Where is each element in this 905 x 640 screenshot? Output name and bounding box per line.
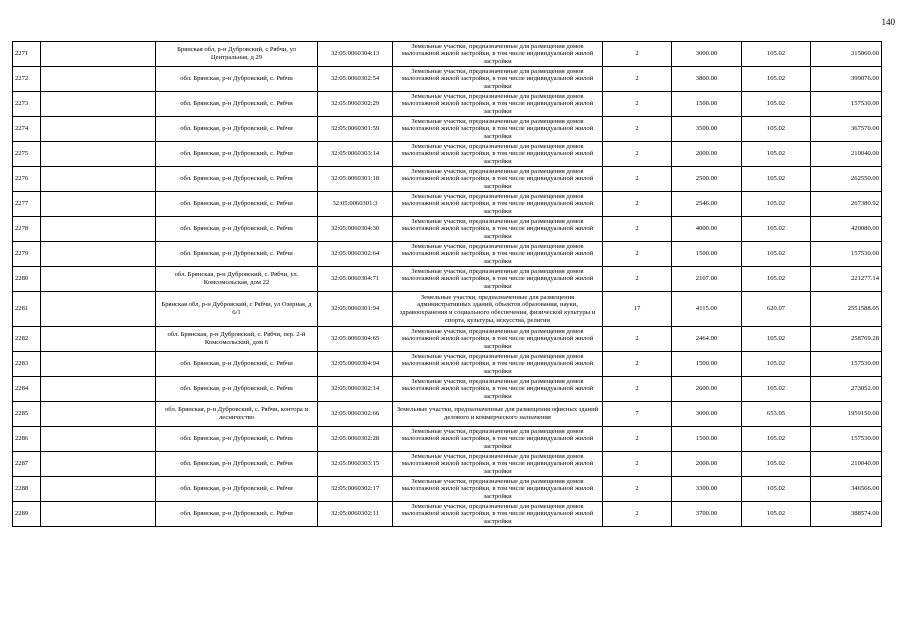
empty-cell	[41, 92, 156, 117]
row-number: 2284	[13, 377, 41, 402]
area-cell: 3700.00	[672, 502, 742, 527]
empty-cell	[41, 142, 156, 167]
permitted-use-cell: Земельные участки, предназначенные для размещения домов малоэтажной жилой застройки, в том числе индивидуальной жилой застройки	[393, 452, 603, 477]
address-cell: Брянская обл, р-н Дубровский, с Рябчи, ул Центральная, д 29	[156, 42, 318, 67]
specific-value-cell: 105.02	[742, 167, 811, 192]
area-cell: 1500.00	[672, 352, 742, 377]
empty-cell	[41, 42, 156, 67]
specific-value-cell: 653.05	[742, 402, 811, 427]
row-number: 2289	[13, 502, 41, 527]
empty-cell	[41, 192, 156, 217]
table-row	[13, 427, 882, 452]
cadastral-value-cell: 1959150.00	[811, 402, 882, 427]
specific-value-cell: 105.02	[742, 117, 811, 142]
use-group-cell: 2	[603, 502, 672, 527]
area-cell: 1500.00	[672, 427, 742, 452]
use-group-cell: 2	[603, 192, 672, 217]
empty-cell	[41, 352, 156, 377]
empty-cell	[41, 292, 156, 327]
cadastral-number-cell: 32:05:0060302:66	[318, 402, 393, 427]
cadastral-value-cell: 267380.92	[811, 192, 882, 217]
permitted-use-cell: Земельные участки, предназначенные для размещения домов малоэтажной жилой застройки, в том числе индивидуальной жилой застройки	[393, 502, 603, 527]
permitted-use-cell: Земельные участки, предназначенные для размещения домов малоэтажной жилой застройки, в том числе индивидуальной жилой застройки	[393, 42, 603, 67]
area-cell: 3800.00	[672, 67, 742, 92]
permitted-use-cell: Земельные участки, предназначенные для размещения административных зданий, объектов образования, науки, здравоохранения и социального обеспечения, физической культуры и спорта, культуры, искусства, религии	[393, 292, 603, 327]
cadastral-value-cell: 210040.00	[811, 142, 882, 167]
cadastral-value-cell: 157530.00	[811, 242, 882, 267]
cadastral-number-cell: 32:05:0060304:94	[318, 352, 393, 377]
table-row	[13, 267, 882, 292]
use-group-cell: 17	[603, 292, 672, 327]
table-row	[13, 42, 882, 67]
address-cell: обл. Брянская, р-н Дубровский, с. Рябчи	[156, 242, 318, 267]
empty-cell	[41, 267, 156, 292]
row-number: 2280	[13, 267, 41, 292]
permitted-use-cell: Земельные участки, предназначенные для размещения домов малоэтажной жилой застройки, в том числе индивидуальной жилой застройки	[393, 67, 603, 92]
specific-value-cell: 105.02	[742, 267, 811, 292]
cadastral-number-cell: 32:05:0060301:59	[318, 117, 393, 142]
address-cell: обл. Брянская, р-н Дубровский, с. Рябчи	[156, 167, 318, 192]
use-group-cell: 2	[603, 427, 672, 452]
empty-cell	[41, 377, 156, 402]
specific-value-cell: 105.02	[742, 352, 811, 377]
table-row	[13, 327, 882, 352]
empty-cell	[41, 502, 156, 527]
area-cell: 2000.00	[672, 142, 742, 167]
cadastral-number-cell: 32:05:0060302:64	[318, 242, 393, 267]
cadastral-value-cell: 258769.28	[811, 327, 882, 352]
address-cell: обл. Брянская, р-н Дубровский, с. Рябчи	[156, 217, 318, 242]
permitted-use-cell: Земельные участки, предназначенные для размещения домов малоэтажной жилой застройки, в том числе индивидуальной жилой застройки	[393, 267, 603, 292]
table-row	[13, 352, 882, 377]
area-cell: 2600.00	[672, 377, 742, 402]
land-plot-table	[12, 41, 882, 527]
table-row	[13, 217, 882, 242]
permitted-use-cell: Земельные участки, предназначенные для размещения домов малоэтажной жилой застройки, в том числе индивидуальной жилой застройки	[393, 352, 603, 377]
empty-cell	[41, 327, 156, 352]
cadastral-number-cell: 32:05:0060301:94	[318, 292, 393, 327]
use-group-cell: 2	[603, 377, 672, 402]
use-group-cell: 7	[603, 402, 672, 427]
area-cell: 1500.00	[672, 92, 742, 117]
table-row	[13, 192, 882, 217]
area-cell: 4000.00	[672, 217, 742, 242]
address-cell: обл. Брянская, р-н Дубровский, с. Рябчи, ул. Комсомольская, дом 22	[156, 267, 318, 292]
use-group-cell: 2	[603, 352, 672, 377]
use-group-cell: 2	[603, 142, 672, 167]
table-row	[13, 292, 882, 327]
row-number: 2272	[13, 67, 41, 92]
table-row	[13, 502, 882, 527]
table-row	[13, 242, 882, 267]
area-cell: 3000.00	[672, 402, 742, 427]
use-group-cell: 2	[603, 167, 672, 192]
specific-value-cell: 105.02	[742, 477, 811, 502]
permitted-use-cell: Земельные участки, предназначенные для размещения домов малоэтажной жилой застройки, в том числе индивидуальной жилой застройки	[393, 242, 603, 267]
row-number: 2281	[13, 292, 41, 327]
row-number: 2282	[13, 327, 41, 352]
use-group-cell: 2	[603, 242, 672, 267]
permitted-use-cell: Земельные участки, предназначенные для размещения домов малоэтажной жилой застройки, в том числе индивидуальной жилой застройки	[393, 377, 603, 402]
row-number: 2271	[13, 42, 41, 67]
cadastral-number-cell: 32:05:0060301:18	[318, 167, 393, 192]
specific-value-cell: 105.02	[742, 242, 811, 267]
use-group-cell: 2	[603, 117, 672, 142]
address-cell: обл. Брянская, р-н Дубровский, с. Рябчи, пер. 2-й Комсомольский, дом 6	[156, 327, 318, 352]
table-row	[13, 117, 882, 142]
cadastral-number-cell: 32:05:0060302:54	[318, 67, 393, 92]
cadastral-value-cell: 157530.00	[811, 92, 882, 117]
table-row	[13, 377, 882, 402]
empty-cell	[41, 477, 156, 502]
cadastral-value-cell: 388574.00	[811, 502, 882, 527]
permitted-use-cell: Земельные участки, предназначенные для размещения домов малоэтажной жилой застройки, в том числе индивидуальной жилой застройки	[393, 142, 603, 167]
address-cell: обл. Брянская, р-н Дубровский, с. Рябчи	[156, 117, 318, 142]
specific-value-cell: 105.02	[742, 427, 811, 452]
row-number: 2283	[13, 352, 41, 377]
permitted-use-cell: Земельные участки, предназначенные для размещения офисных зданий делового и коммерческого назначения	[393, 402, 603, 427]
row-number: 2288	[13, 477, 41, 502]
specific-value-cell: 105.02	[742, 142, 811, 167]
address-cell: обл. Брянская, р-н Дубровский, с. Рябчи	[156, 377, 318, 402]
cadastral-number-cell: 32:05:0060304:71	[318, 267, 393, 292]
specific-value-cell: 105.02	[742, 92, 811, 117]
address-cell: обл. Брянская, р-н Дубровский, с. Рябчи	[156, 92, 318, 117]
specific-value-cell: 105.02	[742, 67, 811, 92]
cadastral-number-cell: 32:05:0060302:17	[318, 477, 393, 502]
row-number: 2279	[13, 242, 41, 267]
table-row	[13, 452, 882, 477]
row-number: 2273	[13, 92, 41, 117]
address-cell: обл. Брянская, р-н Дубровский, с. Рябчи, контора и лесничество	[156, 402, 318, 427]
empty-cell	[41, 242, 156, 267]
specific-value-cell: 105.02	[742, 42, 811, 67]
table-row	[13, 167, 882, 192]
cadastral-number-cell: 32:05:0060304:65	[318, 327, 393, 352]
empty-cell	[41, 217, 156, 242]
use-group-cell: 2	[603, 327, 672, 352]
area-cell: 3300.00	[672, 477, 742, 502]
row-number: 2274	[13, 117, 41, 142]
row-number: 2287	[13, 452, 41, 477]
address-cell: обл. Брянская, р-н Дубровский, с. Рябчи	[156, 192, 318, 217]
table-row	[13, 142, 882, 167]
area-cell: 1500.00	[672, 242, 742, 267]
area-cell: 3500.00	[672, 117, 742, 142]
permitted-use-cell: Земельные участки, предназначенные для размещения домов малоэтажной жилой застройки, в том числе индивидуальной жилой застройки	[393, 327, 603, 352]
address-cell: обл. Брянская, р-н Дубровский, с. Рябчи	[156, 67, 318, 92]
cadastral-value-cell: 221277.14	[811, 267, 882, 292]
row-number: 2277	[13, 192, 41, 217]
permitted-use-cell: Земельные участки, предназначенные для размещения домов малоэтажной жилой застройки, в том числе индивидуальной жилой застройки	[393, 217, 603, 242]
address-cell: обл. Брянская, р-н Дубровский, с. Рябчи	[156, 452, 318, 477]
cadastral-number-cell: 32:05:0060302:28	[318, 427, 393, 452]
page-number: 140	[881, 17, 895, 27]
use-group-cell: 2	[603, 267, 672, 292]
specific-value-cell: 105.02	[742, 452, 811, 477]
empty-cell	[41, 452, 156, 477]
cadastral-number-cell: 32:05:0060304:13	[318, 42, 393, 67]
permitted-use-cell: Земельные участки, предназначенные для размещения домов малоэтажной жилой застройки, в том числе индивидуальной жилой застройки	[393, 477, 603, 502]
table-row	[13, 477, 882, 502]
specific-value-cell: 105.02	[742, 502, 811, 527]
cadastral-value-cell: 346566.00	[811, 477, 882, 502]
row-number: 2278	[13, 217, 41, 242]
cadastral-value-cell: 315060.00	[811, 42, 882, 67]
use-group-cell: 2	[603, 217, 672, 242]
cadastral-number-cell: 32:05:0060302:29	[318, 92, 393, 117]
address-cell: обл. Брянская, р-н Дубровский, с. Рябчи	[156, 502, 318, 527]
cadastral-value-cell: 210040.00	[811, 452, 882, 477]
cadastral-value-cell: 157530.00	[811, 427, 882, 452]
empty-cell	[41, 427, 156, 452]
empty-cell	[41, 67, 156, 92]
permitted-use-cell: Земельные участки, предназначенные для размещения домов малоэтажной жилой застройки, в том числе индивидуальной жилой застройки	[393, 427, 603, 452]
specific-value-cell: 105.02	[742, 192, 811, 217]
table-row	[13, 402, 882, 427]
row-number: 2286	[13, 427, 41, 452]
cadastral-value-cell: 367570.00	[811, 117, 882, 142]
use-group-cell: 2	[603, 477, 672, 502]
cadastral-value-cell: 157530.00	[811, 352, 882, 377]
area-cell: 2464.00	[672, 327, 742, 352]
area-cell: 2000.00	[672, 452, 742, 477]
cadastral-value-cell: 2551588.05	[811, 292, 882, 327]
row-number: 2285	[13, 402, 41, 427]
table-row	[13, 67, 882, 92]
address-cell: обл. Брянская, р-н Дубровский, с. Рябчи	[156, 142, 318, 167]
cadastral-number-cell: 32:05:0060303:14	[318, 142, 393, 167]
cadastral-number-cell: 32:05:0060301:3	[318, 192, 393, 217]
area-cell: 4115.00	[672, 292, 742, 327]
row-number: 2276	[13, 167, 41, 192]
cadastral-value-cell: 399076.00	[811, 67, 882, 92]
area-cell: 3000.00	[672, 42, 742, 67]
cadastral-number-cell: 32:05:0060302:11	[318, 502, 393, 527]
use-group-cell: 2	[603, 92, 672, 117]
cadastral-value-cell: 420080.00	[811, 217, 882, 242]
specific-value-cell: 105.02	[742, 217, 811, 242]
cadastral-value-cell: 273052.00	[811, 377, 882, 402]
permitted-use-cell: Земельные участки, предназначенные для размещения домов малоэтажной жилой застройки, в том числе индивидуальной жилой застройки	[393, 167, 603, 192]
area-cell: 2500.00	[672, 167, 742, 192]
permitted-use-cell: Земельные участки, предназначенные для размещения домов малоэтажной жилой застройки, в том числе индивидуальной жилой застройки	[393, 117, 603, 142]
permitted-use-cell: Земельные участки, предназначенные для размещения домов малоэтажной жилой застройки, в том числе индивидуальной жилой застройки	[393, 92, 603, 117]
use-group-cell: 2	[603, 67, 672, 92]
empty-cell	[41, 402, 156, 427]
cadastral-value-cell: 262550.00	[811, 167, 882, 192]
area-cell: 2107.00	[672, 267, 742, 292]
use-group-cell: 2	[603, 42, 672, 67]
address-cell: Брянская обл, р-н Дубровский, с Рябчи, ул Озерная, д 6/1	[156, 292, 318, 327]
specific-value-cell: 105.02	[742, 327, 811, 352]
specific-value-cell: 620.07	[742, 292, 811, 327]
specific-value-cell: 105.02	[742, 377, 811, 402]
table-row	[13, 92, 882, 117]
address-cell: обл. Брянская, р-н Дубровский, с. Рябчи	[156, 427, 318, 452]
area-cell: 2546.00	[672, 192, 742, 217]
address-cell: обл. Брянская, р-н Дубровский, с. Рябчи	[156, 352, 318, 377]
use-group-cell: 2	[603, 452, 672, 477]
row-number: 2275	[13, 142, 41, 167]
empty-cell	[41, 167, 156, 192]
cadastral-number-cell: 32:05:0060303:15	[318, 452, 393, 477]
table-body	[13, 42, 882, 527]
permitted-use-cell: Земельные участки, предназначенные для размещения домов малоэтажной жилой застройки, в том числе индивидуальной жилой застройки	[393, 192, 603, 217]
empty-cell	[41, 117, 156, 142]
address-cell: обл. Брянская, р-н Дубровский, с. Рябчи	[156, 477, 318, 502]
cadastral-number-cell: 32:05:0060302:14	[318, 377, 393, 402]
cadastral-number-cell: 32:05:0060304:30	[318, 217, 393, 242]
